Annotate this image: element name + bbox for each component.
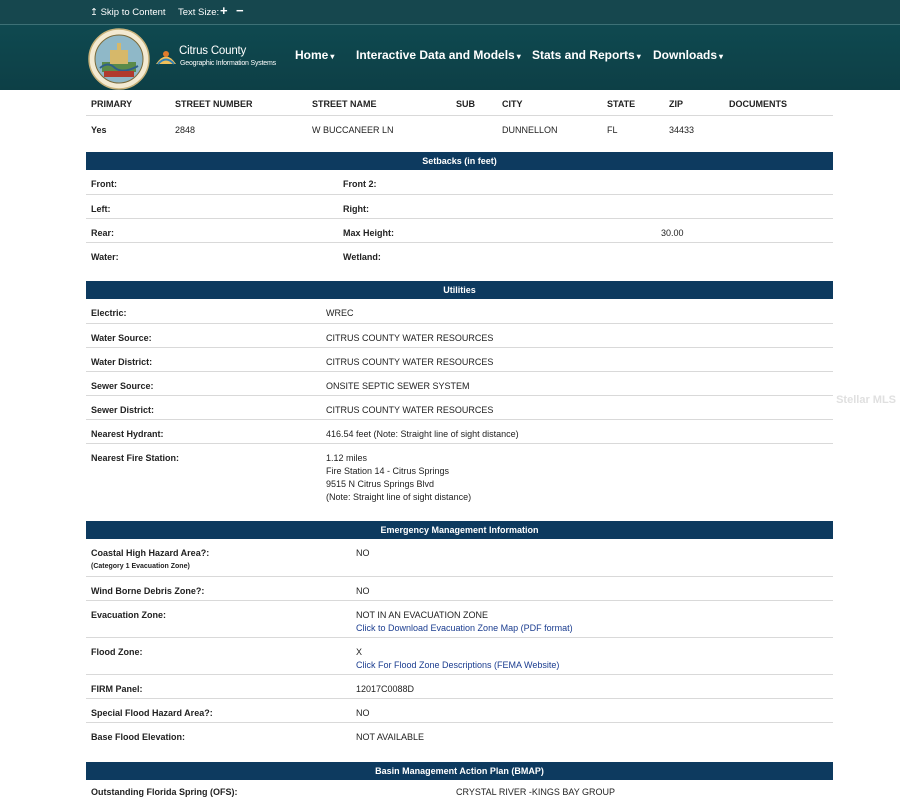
- skip-to-content-link[interactable]: ↥ Skip to Content: [90, 7, 166, 18]
- field-value: CITRUS COUNTY WATER RESOURCES: [326, 357, 494, 367]
- bmap-section: [86, 762, 833, 801]
- field-label: Evacuation Zone:: [91, 610, 167, 620]
- table-row: [86, 539, 833, 577]
- chevron-down-icon: ▾: [636, 52, 641, 61]
- field-label: Wetland:: [343, 252, 381, 262]
- table-row: [86, 420, 833, 444]
- increase-text-size-button[interactable]: +: [220, 3, 228, 18]
- field-label: Sewer Source:: [91, 381, 154, 391]
- primary-value: Yes: [91, 125, 107, 135]
- field-label: Wind Borne Debris Zone?:: [91, 586, 205, 596]
- chevron-down-icon: ▾: [516, 52, 521, 61]
- address-header-row: [86, 90, 833, 116]
- column-header: STREET NUMBER: [175, 99, 253, 109]
- section-header: Utilities: [86, 281, 833, 299]
- evacuation-map-link[interactable]: Click to Download Evacuation Zone Map (PDF format): [356, 623, 573, 633]
- field-label: Rear:: [91, 228, 115, 238]
- column-header: STREET NAME: [312, 99, 377, 109]
- table-row: [86, 638, 833, 675]
- field-label: Water Source:: [91, 333, 152, 343]
- nav-home[interactable]: Home ▾: [295, 48, 335, 62]
- top-utility-bar: [0, 0, 900, 24]
- chevron-down-icon: ▾: [719, 52, 724, 61]
- field-value: NOT AVAILABLE: [356, 732, 425, 742]
- setbacks-section: [86, 152, 833, 267]
- text-size-label: Text Size:: [178, 7, 220, 18]
- nav-downloads[interactable]: Downloads ▾: [653, 48, 724, 62]
- brand-tagline: Geographic Information Systems: [180, 60, 276, 67]
- table-row: [86, 577, 833, 601]
- emergency-management-section: [86, 521, 833, 747]
- field-label: Front:: [91, 179, 117, 189]
- flood-zone-descriptions-link[interactable]: Click For Flood Zone Descriptions (FEMA Website): [356, 660, 560, 670]
- zip-value: 34433: [669, 125, 695, 135]
- table-row: [86, 601, 833, 638]
- field-value: CITRUS COUNTY WATER RESOURCES: [326, 333, 494, 343]
- field-label: Left:: [91, 204, 111, 214]
- field-label: Nearest Fire Station:: [91, 453, 180, 463]
- utilities-section: [86, 281, 833, 506]
- fire-station-distance: 1.12 miles: [326, 453, 368, 463]
- column-header: DOCUMENTS: [729, 99, 787, 109]
- column-header: CITY: [502, 99, 523, 109]
- table-row: [86, 699, 833, 723]
- table-row: [86, 396, 833, 420]
- table-row: [86, 348, 833, 372]
- gis-logo-icon: [155, 46, 177, 66]
- coastal-label-group: [91, 547, 209, 573]
- field-value: 416.54 feet (Note: Straight line of sight distance): [326, 429, 519, 439]
- field-label: Base Flood Elevation:: [91, 732, 186, 742]
- table-row: [86, 723, 833, 747]
- fire-station-note: (Note: Straight line of sight distance): [326, 492, 472, 502]
- decrease-text-size-button[interactable]: −: [236, 3, 244, 18]
- table-row: [86, 299, 833, 324]
- field-value: WREC: [326, 308, 354, 318]
- field-label: Flood Zone:: [91, 647, 143, 657]
- brand-name: Citrus County: [179, 45, 247, 57]
- evacuation-zone-details: [356, 609, 573, 635]
- field-label: FIRM Panel:: [91, 684, 143, 694]
- section-header: Emergency Management Information: [86, 521, 833, 539]
- field-label: Max Height:: [343, 228, 395, 238]
- street-number-value: 2848: [175, 125, 196, 135]
- nav-interactive-data-and-models[interactable]: Interactive Data and Models ▾: [356, 48, 521, 62]
- field-value: 12017C0088D: [356, 684, 415, 694]
- table-row: [86, 170, 833, 195]
- field-value: NO: [356, 548, 370, 558]
- table-row: [86, 675, 833, 699]
- section-header: Setbacks (in feet): [86, 152, 833, 170]
- table-row: [86, 444, 833, 506]
- field-label: Water:: [91, 252, 119, 262]
- field-value: CITRUS COUNTY WATER RESOURCES: [326, 405, 494, 415]
- field-label: Electric:: [91, 308, 127, 318]
- county-seal-logo[interactable]: [88, 28, 150, 90]
- column-header: ZIP: [669, 99, 684, 109]
- city-value: DUNNELLON: [502, 125, 558, 135]
- nav-stats-and-reports[interactable]: Stats and Reports ▾: [532, 48, 641, 62]
- column-header: SUB: [456, 99, 476, 109]
- field-value: NOT IN AN EVACUATION ZONE: [356, 610, 489, 620]
- table-row: [86, 195, 833, 219]
- field-label: Front 2:: [343, 179, 377, 189]
- table-row: [86, 324, 833, 348]
- watermark: Stellar MLS: [836, 394, 896, 406]
- fire-station-name: Fire Station 14 - Citrus Springs: [326, 466, 450, 476]
- main-navigation: [0, 24, 900, 90]
- field-sublabel: (Category 1 Evacuation Zone): [91, 563, 190, 570]
- section-header: Basin Management Action Plan (BMAP): [86, 762, 833, 780]
- fire-station-details: [326, 452, 471, 504]
- table-row: [86, 372, 833, 396]
- address-table: [86, 90, 833, 141]
- field-label: Outstanding Florida Spring (OFS):: [91, 787, 238, 797]
- chevron-down-icon: ▾: [330, 52, 335, 61]
- max-height-value: 30.00: [661, 228, 684, 238]
- flood-zone-details: [356, 646, 559, 672]
- column-header: STATE: [607, 99, 636, 109]
- table-row: [86, 243, 833, 267]
- fire-station-address: 9515 N Citrus Springs Blvd: [326, 479, 435, 489]
- field-value: CRYSTAL RIVER -KINGS BAY GROUP: [456, 787, 616, 797]
- table-row: [86, 116, 833, 141]
- state-value: FL: [607, 125, 618, 135]
- field-value: ONSITE SEPTIC SEWER SYSTEM: [326, 381, 470, 391]
- table-row: [86, 219, 833, 243]
- field-value: NO: [356, 586, 370, 596]
- field-label: Sewer District:: [91, 405, 155, 415]
- table-row: [86, 780, 833, 801]
- field-label: Special Flood Hazard Area?:: [91, 708, 213, 718]
- field-value: NO: [356, 708, 370, 718]
- field-label: Nearest Hydrant:: [91, 429, 164, 439]
- field-label: Right:: [343, 204, 369, 214]
- field-label: Coastal High Hazard Area?:: [91, 548, 210, 558]
- column-header: PRIMARY: [91, 99, 133, 109]
- street-name-value: W BUCCANEER LN: [312, 125, 394, 135]
- field-label: Water District:: [91, 357, 153, 367]
- field-value: X: [356, 647, 363, 657]
